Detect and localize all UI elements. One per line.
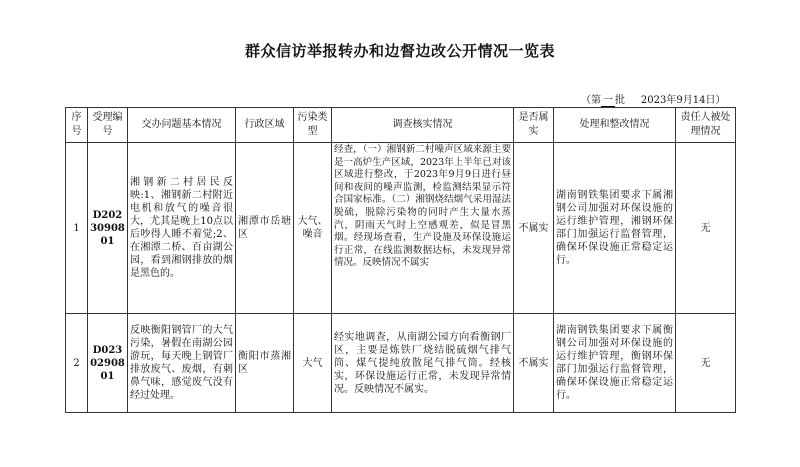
batch-prefix: （第 [581, 95, 601, 106]
header-index: 序号 [66, 108, 88, 143]
row-verified: 不属实 [514, 143, 554, 314]
page-title: 群众信访举报转办和边督边改公开情况一览表 [244, 42, 555, 60]
row-code: D2023090801 [88, 143, 128, 314]
row-pollution: 大气、噪音 [294, 143, 332, 314]
row-verified: 不属实 [514, 314, 554, 413]
row-pollution: 大气 [294, 314, 332, 413]
row-investigation: 经查，（一）湘钢新二村噪声区域来源主要是一高炉生产区域，2023年上半年已对该区域进行整改，于2023年9月9日进行昼间和夜间的噪声监测，检监测结果显示符合国家标准。（二）湘钢烧结烟气采用湿法脱硫，脱除污染物的同时产生大量水蒸汽，阴雨天气时上空感观差，似是冒黑烟。经现场查看，生产设施及环保设施运行正常，在线监测数据达标，未发现异常情况。反映情况不属实 [332, 143, 514, 314]
row-investigation: 经实地调查，从南湖公园方向看衡钢厂区，主要是炼铁厂烧结脱硫烟气排气筒、煤气提纯放散尾气排气筒。经核实，环保设施运行正常，未发现异常情况。反映情况不属实。 [332, 314, 514, 413]
batch-number: 一 [603, 95, 613, 106]
table-row [66, 143, 736, 314]
row-accountability: 无 [676, 314, 736, 413]
header-accountability: 责任人被处理情况 [676, 108, 736, 143]
header-investigation: 调查核实情况 [332, 108, 514, 143]
row-region: 湘潭市岳塘区 [236, 143, 294, 314]
batch-info [581, 91, 725, 107]
header-problem: 交办问题基本情况 [128, 108, 236, 143]
complaints-table [65, 107, 736, 413]
row-handling: 湖南钢铁集团要求下属湘钢公司加强对环保设施的运行维护管理，湘钢环保部门加强运行监督管理，确保环保设施正常稳定运行。 [554, 143, 676, 314]
batch-date: 2023年9月14日） [640, 95, 726, 106]
header-pollution: 污染类型 [294, 108, 332, 143]
row-accountability: 无 [676, 143, 736, 314]
header-region: 行政区域 [236, 108, 294, 143]
row-index: 2 [66, 314, 88, 413]
row-problem: 湘钢新二村居民反映:1、湘钢新二村附近电机和放气的噪音很大，尤其是晚上10点以后吵得人睡不着觉;2、在湘潭二桥、百亩湖公园，看到湘钢排放的烟是黑色的。 [128, 143, 236, 314]
batch-suffix: 批 [615, 95, 625, 106]
row-index: 1 [66, 143, 88, 314]
header-handling: 处理和整改情况 [554, 108, 676, 143]
row-handling: 湖南钢铁集团要求下属衡钢公司加强对环保设施的运行维护管理，衡钢环保部门加强运行监督管理，确保环保设施正常稳定运行。 [554, 314, 676, 413]
header-verified: 是否属实 [514, 108, 554, 143]
row-problem: 反映衡阳钢管厂的大气污染，暑假在南湖公园游玩，每天晚上钢管厂排放废气、废烟，有刺鼻气味，感觉废气没有经过处理。 [128, 314, 236, 413]
header-code: 受理编号 [88, 108, 128, 143]
table-header-row [66, 108, 736, 143]
table-row [66, 314, 736, 413]
row-code: D0230290801 [88, 314, 128, 413]
row-region: 衡阳市蒸湘区 [236, 314, 294, 413]
